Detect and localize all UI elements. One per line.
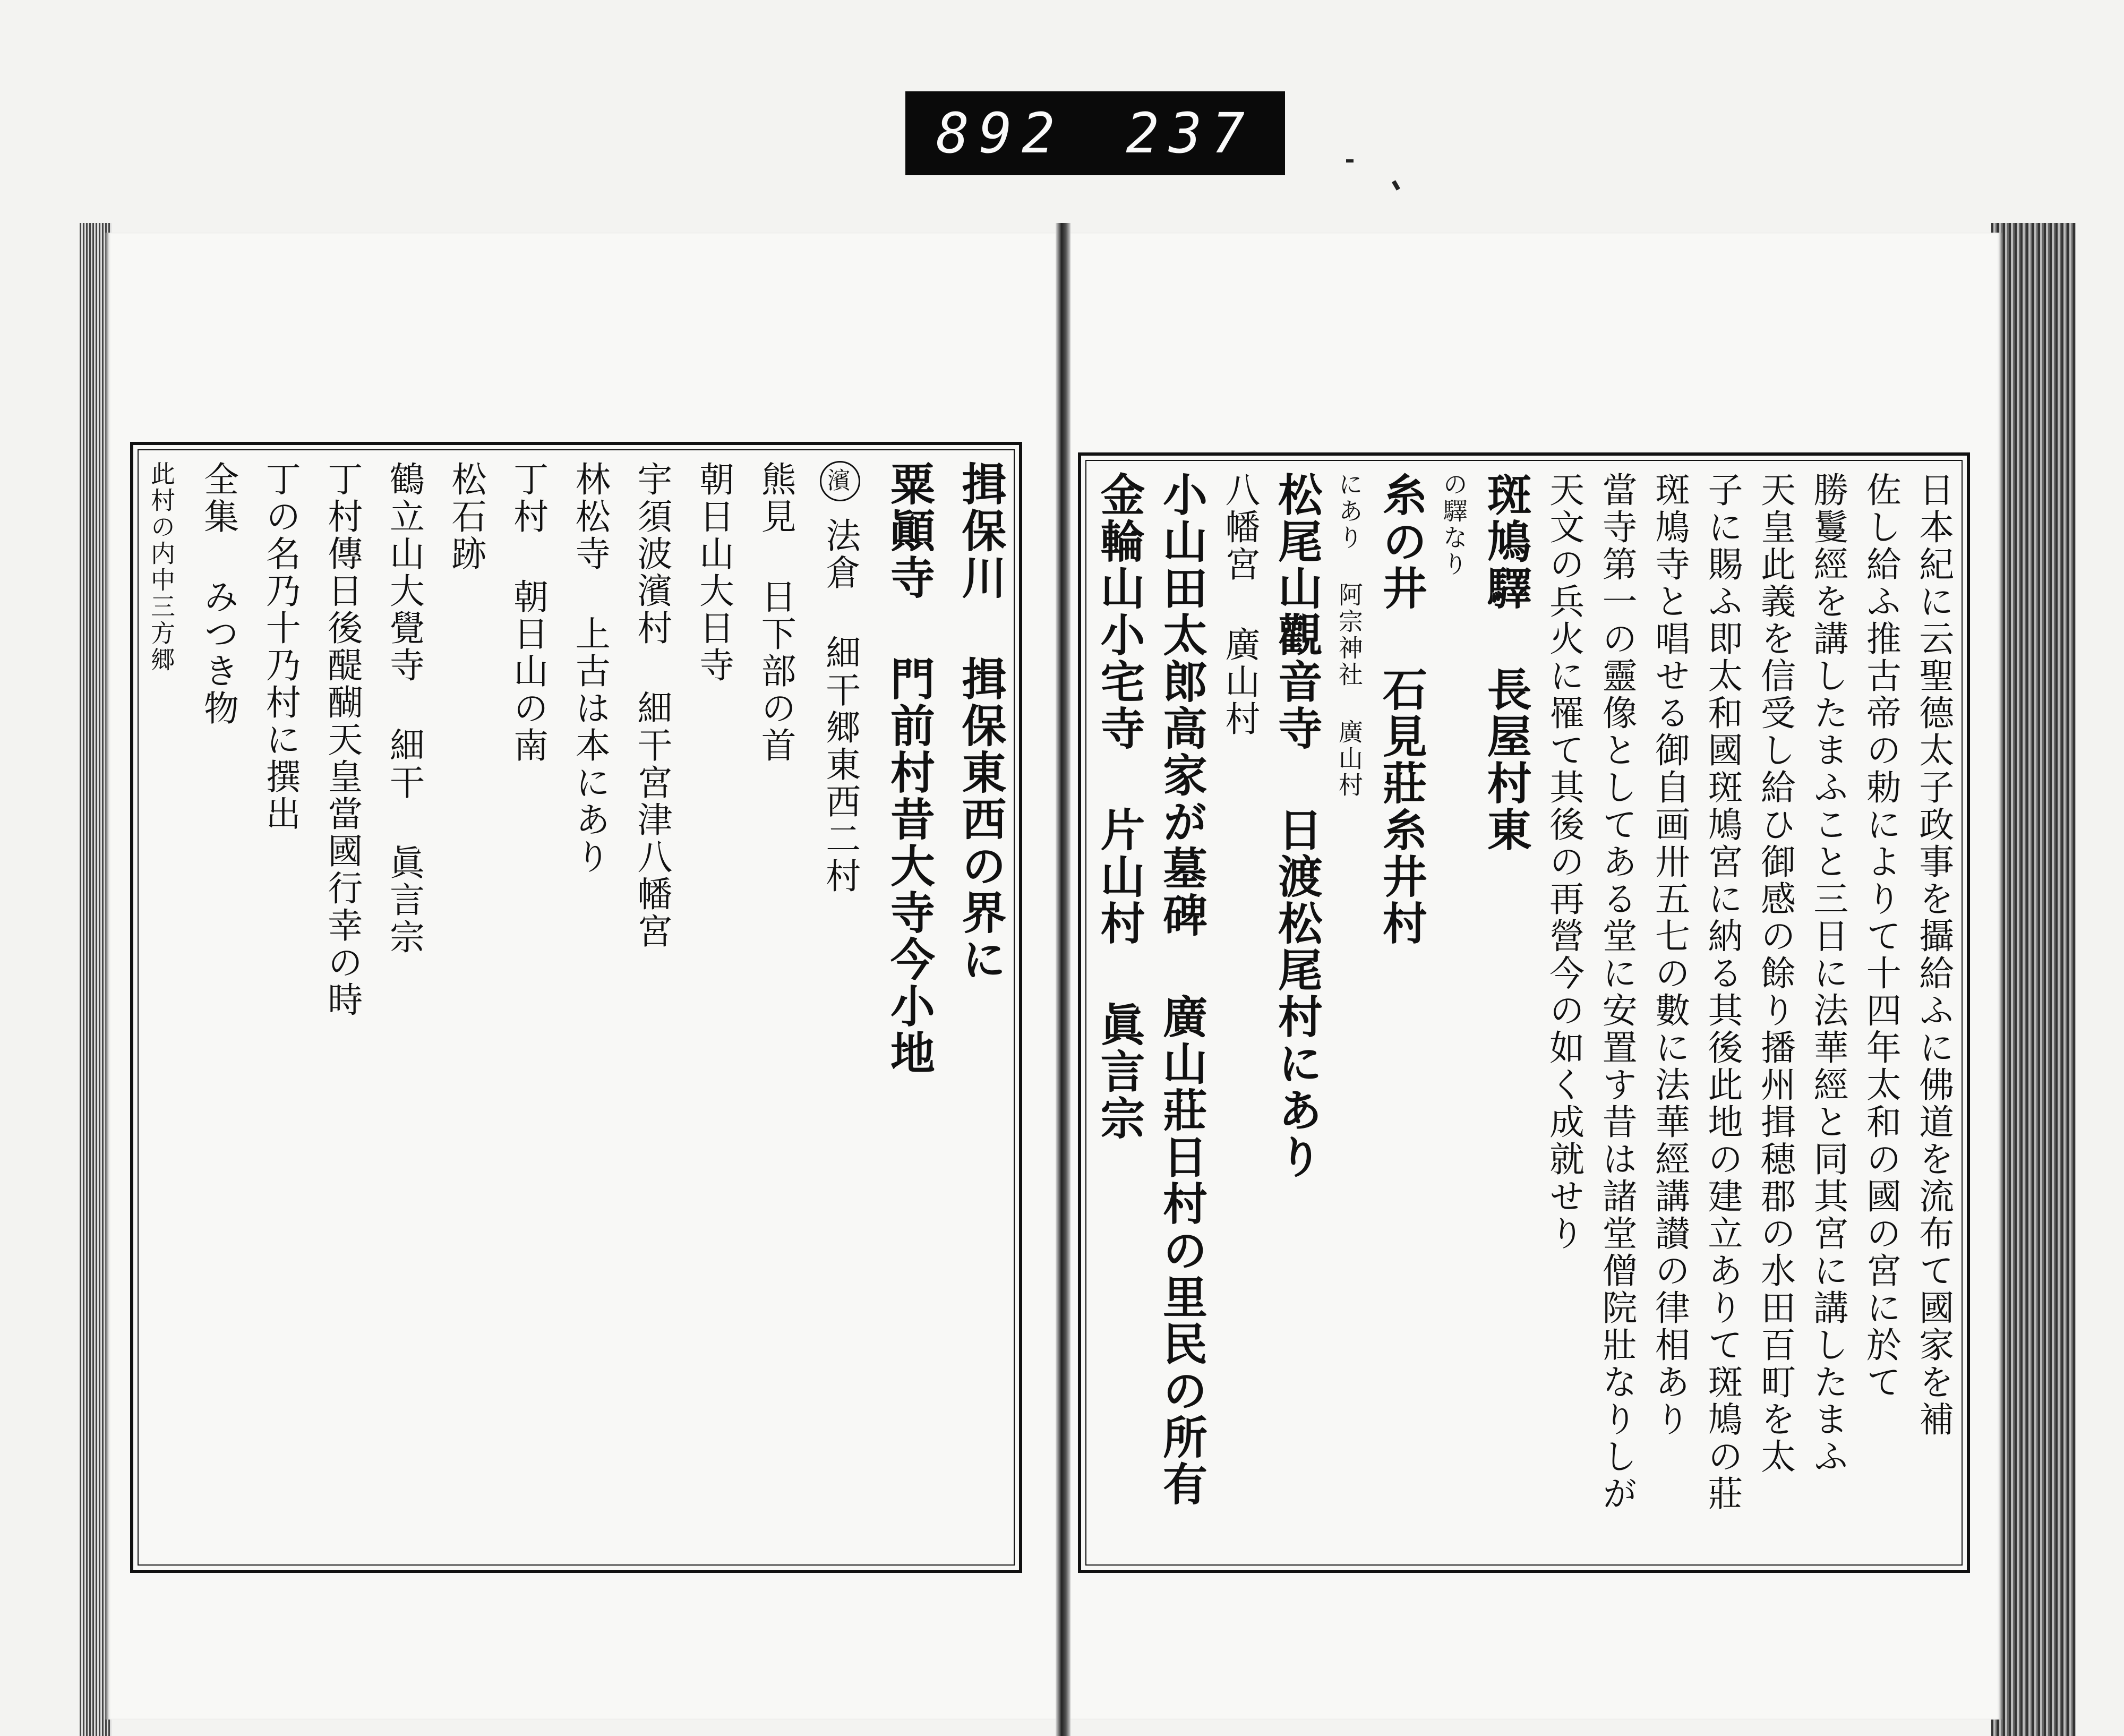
- book-spread: [80, 223, 2076, 1736]
- text-column: 揖保川 揖保東西の界に: [954, 461, 1007, 983]
- text-column: 松尾山觀音寺 日渡松尾村にあり: [1271, 472, 1324, 1181]
- text-column: 當寺第一の靈像としてある堂に安置す昔は諸堂僧院壯なりしが: [1596, 472, 1638, 1512]
- text-column: 佐し給ふ推古帝の勅によりて十四年太和の國の宮に於て: [1860, 472, 1902, 1401]
- stray-mark: [1346, 159, 1354, 163]
- text-column: 熊見 日下部の首: [755, 461, 796, 764]
- left-text-frame: [130, 442, 1022, 1573]
- right-page-edges: [1991, 223, 2076, 1736]
- text-column: 斑鳩驛 長屋村東: [1480, 472, 1533, 853]
- text-column: 丁の名乃十乃村に撰出: [260, 461, 301, 833]
- text-column: 粟顚寺 門前村昔大寺今小地: [883, 461, 936, 1076]
- archive-number-right: 237: [1126, 101, 1255, 166]
- stray-mark: [1392, 180, 1400, 191]
- text-column: 天皇此義を信受し給ひ御感の餘り播州揖穂郡の水田百町を太: [1754, 472, 1796, 1475]
- text-column: 丁村傳日後醍醐天皇當國行幸の時: [321, 461, 363, 1019]
- text-column: 八幡宮 廣山村: [1219, 472, 1260, 738]
- text-column: 糸の井 石見莊糸井村: [1375, 472, 1428, 947]
- text-column: 松石跡: [446, 461, 487, 572]
- text-column: 子に賜ふ即太和國斑鳩宮に納る其後此地の建立ありて斑鳩の莊: [1701, 472, 1743, 1512]
- text-column: 朝日山大日寺: [693, 461, 734, 684]
- text-column: 斑鳩寺と唱せる御自画卅五七の數に法華經講讃の律相あり: [1649, 472, 1690, 1438]
- left-text-columns: [147, 461, 1007, 1554]
- text-column: 全集 みつき物: [198, 461, 239, 727]
- book-gutter: [1056, 223, 1070, 1736]
- right-text-columns: [1093, 472, 1954, 1554]
- text-column: 鶴立山大覺寺 細干 眞言宗: [383, 461, 425, 956]
- archive-number-left: 892: [936, 101, 1065, 166]
- text-column: 天文の兵火に罹て其後の再營今の如く成就せり: [1543, 472, 1585, 1252]
- text-column: の驛なり: [1439, 472, 1468, 578]
- text-column: 林松寺 上古は本にあり: [569, 461, 611, 876]
- text-column: 日本紀に云聖德太子政事を攝給ふに佛道を流布て國家を補: [1913, 472, 1954, 1438]
- text-column: 小山田太郎高家が墓碑 廣山莊日村の里民の所有: [1155, 472, 1209, 1508]
- seal-mark: 濱: [820, 461, 860, 501]
- text-column: 金輪山小宅寺 片山村 眞言宗: [1093, 472, 1146, 1142]
- archive-label-plate: [905, 91, 1285, 175]
- text-column: 勝鬘經を講したまふこと三日に法華經と同其宮に講したまふ: [1807, 472, 1848, 1475]
- right-text-frame: [1078, 452, 1970, 1573]
- text-column: 濱法倉 細干郷東西二村: [820, 461, 860, 1554]
- text-column: 宇須波濱村 細干宮津八幡宮: [631, 461, 672, 950]
- text-column: にあり 阿宗神社 廣山村: [1334, 472, 1364, 799]
- text-column: 此村の内中三方郷: [147, 461, 176, 673]
- text-column: 丁村 朝日山の南: [507, 461, 549, 764]
